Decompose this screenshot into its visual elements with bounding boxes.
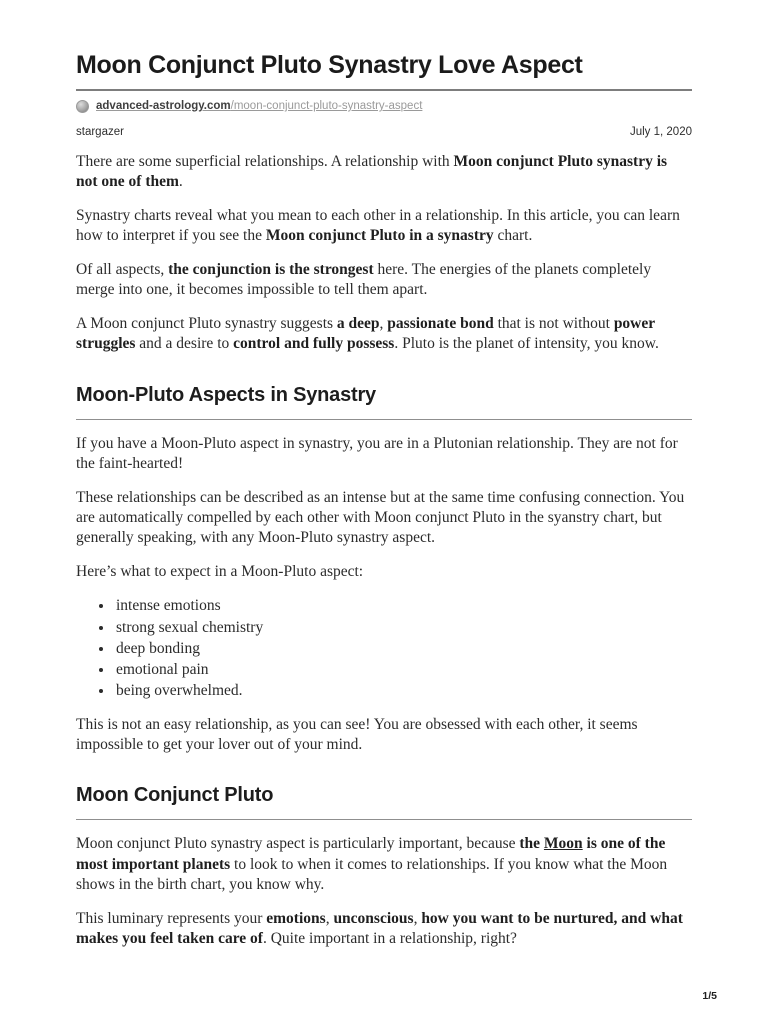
source-row xyxy=(76,100,692,113)
article-paragraph xyxy=(76,834,692,894)
title-divider xyxy=(76,89,692,91)
text-run: There are some superficial relationships. A relationship with xyxy=(76,152,454,170)
list-item: • intense emotions xyxy=(114,596,692,616)
text-run: These relationships can be described as an intense but at the same time confusing connection. You are automatically compelled by each other with Moon conjunct Pluto in the syanstry chart, but generally speaking, with any Moon-Pluto synastry aspect. xyxy=(76,488,685,547)
text-run: here. The energies of the planets completely merge into one, it becomes impossible to tell them apart. xyxy=(76,261,652,299)
article-paragraph xyxy=(76,260,692,300)
article-paragraph xyxy=(76,562,692,582)
list-item: • strong sexual chemistry xyxy=(114,618,692,638)
text-run: . Pluto is the planet of intensity, you know. xyxy=(394,335,659,353)
text-run: to look to when it comes to relationships. If you know what the Moon shows in the birth chart, you know why. xyxy=(76,855,668,893)
list-item: • emotional pain xyxy=(114,660,692,680)
text-run: chart. xyxy=(493,226,533,244)
text-run: is one of the most important planets xyxy=(76,835,666,873)
article-paragraph xyxy=(76,909,692,949)
text-run: . xyxy=(178,172,183,190)
section-heading: Moon Conjunct Pluto xyxy=(76,782,692,820)
page-number: 1/5 xyxy=(702,990,717,1002)
text-run: power struggles xyxy=(76,315,655,353)
article-paragraph xyxy=(76,488,692,548)
text-run: Of all aspects, xyxy=(76,261,169,279)
source-path: /moon-conjunct-pluto-synastry-aspect xyxy=(230,100,423,112)
article-paragraph xyxy=(76,152,692,192)
inline-link[interactable]: Moon xyxy=(543,835,583,853)
text-run: Moon conjunct Pluto synastry is not one of them xyxy=(76,152,668,190)
text-run: , xyxy=(379,315,388,333)
author-name: stargazer xyxy=(76,125,124,138)
article-paragraph xyxy=(76,434,692,474)
byline-row xyxy=(76,126,692,138)
text-run: , xyxy=(413,909,422,927)
text-run: Moon conjunct Pluto synastry aspect is particularly important, because xyxy=(76,835,520,853)
publish-date: July 1, 2020 xyxy=(629,125,692,138)
moon-favicon-icon xyxy=(76,100,89,113)
text-run: how you want to be nurtured, and what makes you feel taken care of xyxy=(76,909,683,948)
text-run: emotions xyxy=(266,909,326,927)
source-domain: advanced-astrology.com xyxy=(96,100,231,112)
text-run: passionate bond xyxy=(387,315,494,333)
text-run: and a desire to xyxy=(135,335,234,353)
text-run: the conjunction is the strongest xyxy=(168,261,374,279)
text-run: A Moon conjunct Pluto synastry suggests xyxy=(76,315,337,333)
text-run: This luminary represents your xyxy=(76,909,267,927)
text-run: control and fully possess xyxy=(233,335,395,353)
bullet-list xyxy=(76,596,692,701)
text-run: the xyxy=(519,835,544,853)
page-title: Moon Conjunct Pluto Synastry Love Aspect xyxy=(76,51,583,79)
text-run: unconscious xyxy=(333,909,414,927)
article-body xyxy=(76,152,692,950)
text-run: that is not without xyxy=(493,315,614,333)
text-run: Here’s what to expect in a Moon-Pluto aspect: xyxy=(76,563,364,581)
list-item: • being overwhelmed. xyxy=(114,681,692,701)
article-paragraph xyxy=(76,206,692,246)
text-run: This is not an easy relationship, as you can see! You are obsessed with each other, it seems impossible to get your lover out of your mind. xyxy=(76,716,638,754)
source-url-link[interactable] xyxy=(96,100,422,112)
text-run: . Quite important in a relationship, right? xyxy=(262,930,517,948)
text-run: a deep xyxy=(336,315,380,333)
section-heading: Moon-Pluto Aspects in Synastry xyxy=(76,382,692,420)
text-run: If you have a Moon-Pluto aspect in synastry, you are in a Plutonian relationship. They are not for the faint-hearted! xyxy=(76,434,678,472)
list-item: • deep bonding xyxy=(114,639,692,659)
text-run: Synastry charts reveal what you mean to each other in a relationship. In this article, you can learn how to interpret if you see the xyxy=(76,206,680,244)
text-run: Moon conjunct Pluto in a synastry xyxy=(265,226,494,244)
article-paragraph xyxy=(76,314,692,354)
article-paragraph xyxy=(76,715,692,755)
text-run: , xyxy=(325,909,334,927)
